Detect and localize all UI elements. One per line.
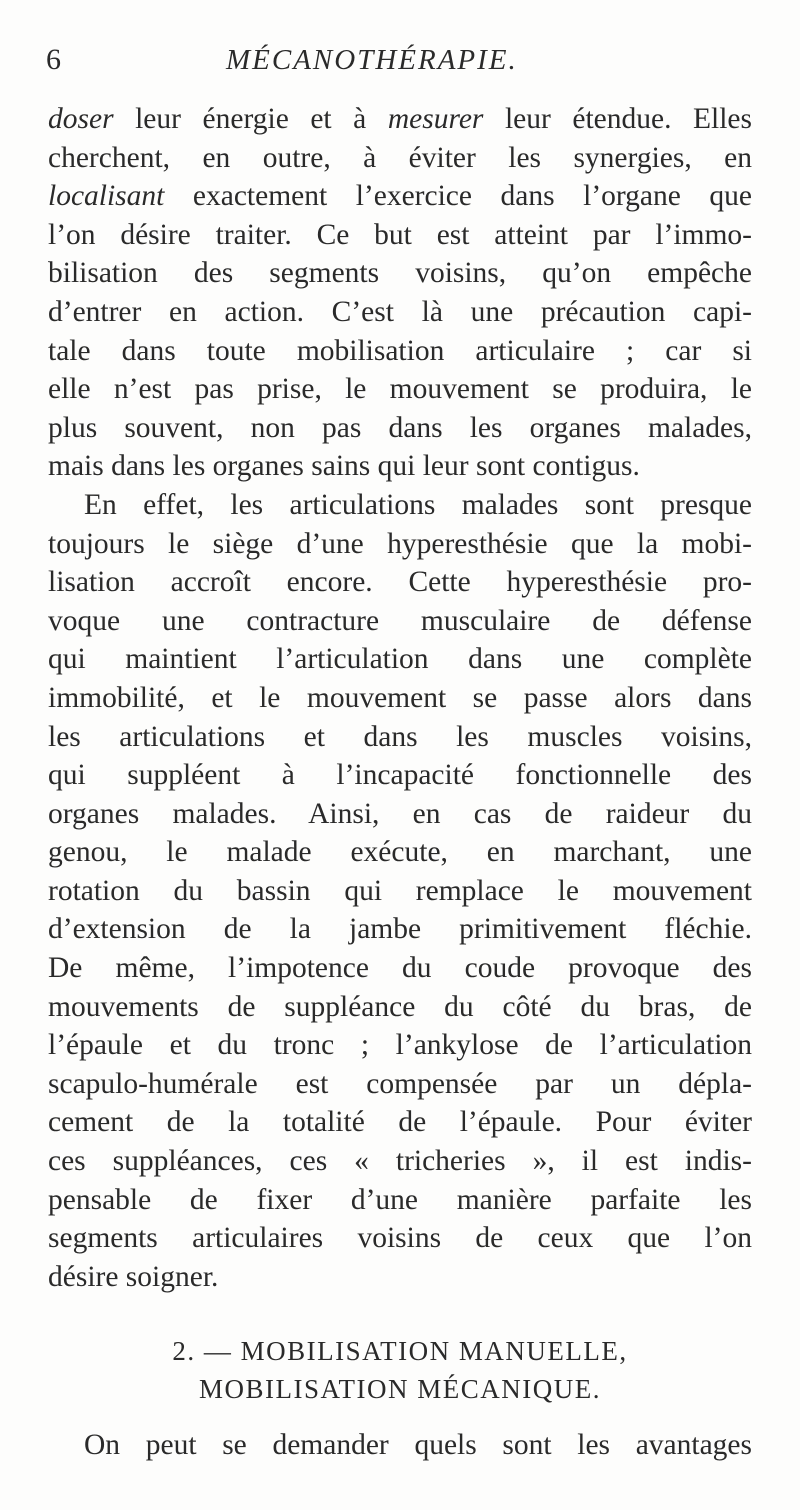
running-head — [46, 40, 746, 80]
paragraph-line: En effet, les articulations malades sont presque — [84, 488, 752, 521]
paragraph-line: d’entrer en action. C’est là une précaution capi- — [48, 295, 752, 328]
paragraph-line: rotation du bassin qui remplace le mouvement — [48, 874, 752, 907]
paragraph-line: toujours le siège d’une hyperesthésie que la mobi- — [48, 527, 752, 560]
paragraph-line: scapulo-humérale est compensée par un dépla- — [48, 1067, 752, 1100]
running-title: MÉCANOTHÉRAPIE. — [226, 44, 518, 76]
paragraph-line: l’on désire traiter. Ce but est atteint par l’immo- — [48, 218, 752, 251]
paragraph-line: d’extension de la jambe primitivement fléchie. — [48, 913, 752, 946]
paragraph-line: désire soigner. — [48, 1260, 219, 1293]
page-number: 6 — [46, 43, 61, 76]
paragraph-line: qui maintient l’articulation dans une complète — [48, 643, 752, 676]
section-heading — [48, 1332, 752, 1408]
italic-word: localisant — [48, 180, 165, 213]
section-heading-line: 2. — MOBILISATION MANUELLE, — [172, 1336, 628, 1366]
paragraph-line: organes malades. Ainsi, en cas de raideur du — [48, 797, 752, 830]
paragraph-line: cement de la totalité de l’épaule. Pour éviter — [48, 1106, 752, 1139]
paragraph-line: lisation accroît encore. Cette hyperesthésie pro- — [48, 566, 752, 599]
paragraph-line: doser leur énergie et à mesurer leur étendue. Elles — [48, 103, 752, 135]
paragraph-line: qui suppléent à l’incapacité fonctionnelle des — [48, 759, 752, 792]
paragraph-line: localisant exactement l’exercice dans l’organe que — [48, 180, 752, 213]
paragraph-line: cherchent, en outre, à éviter les synergies, en — [48, 141, 752, 174]
paragraph-line: voque une contracture musculaire de défense — [48, 604, 752, 637]
paragraph-line: genou, le malade exécute, en marchant, une — [48, 836, 752, 869]
paragraph-line: De même, l’impotence du coude provoque des — [48, 952, 752, 985]
paragraph-line: bilisation des segments voisins, qu’on empêche — [48, 257, 752, 290]
closing-paragraph — [48, 1426, 752, 1465]
section-heading-line: MOBILISATION MÉCANIQUE. — [199, 1374, 601, 1404]
paragraph-line: elle n’est pas prise, le mouvement se produira, le — [48, 373, 752, 406]
paragraph-line: mais dans les organes sains qui leur sont contigus. — [48, 450, 640, 483]
italic-word: doser — [48, 103, 114, 135]
paragraph-line: segments articulaires voisins de ceux que l’on — [48, 1222, 752, 1255]
paragraph-line: les articulations et dans les muscles voisins, — [48, 720, 752, 753]
paragraph-line: plus souvent, non pas dans les organes malades, — [48, 411, 752, 444]
paragraph-line: mouvements de suppléance du côté du bras, de — [48, 990, 752, 1023]
paragraph-line: On peut se demander quels sont les avantages — [84, 1429, 752, 1461]
paragraph-line: pensable de fixer d’une manière parfaite les — [48, 1183, 752, 1216]
body-text — [48, 100, 752, 1296]
paragraph-line: l’épaule et du tronc ; l’ankylose de l’articulation — [48, 1029, 752, 1062]
paragraph-line: immobilité, et le mouvement se passe alors dans — [48, 681, 752, 714]
paragraph-2 — [48, 486, 752, 1296]
paragraph-line: tale dans toute mobilisation articulaire ; car si — [48, 334, 752, 367]
paragraph-line: ces suppléances, ces « tricheries », il est indis- — [48, 1145, 752, 1178]
italic-word: mesurer — [387, 103, 484, 135]
